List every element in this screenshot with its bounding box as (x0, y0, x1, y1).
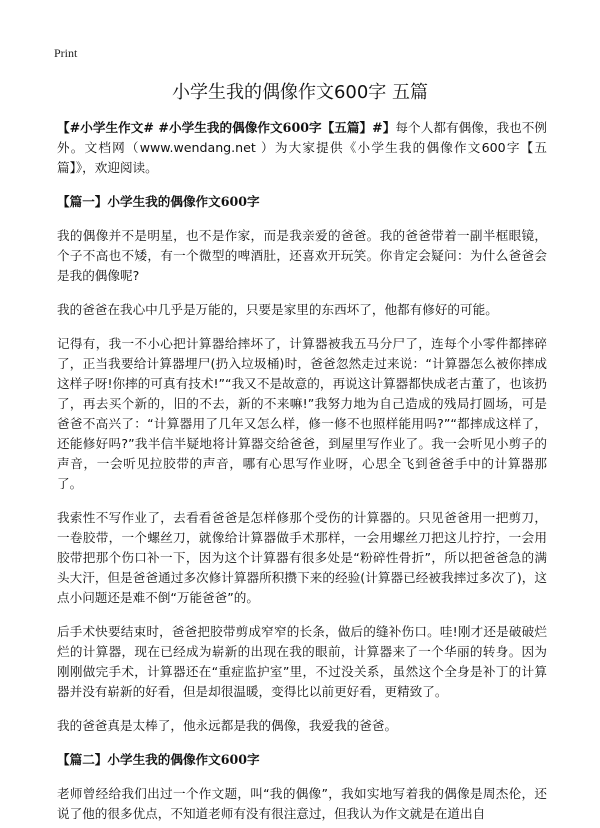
paragraph: 后手术快要结束时，爸爸把胶带剪成窄窄的长条，做后的缝补伤口。哇!刚才还是破破烂烂的计算器，现在已经成为崭新的出现在我的眼前，计算器来了一个华丽的转身。因为刚刚做完手术，计算器还在“重症监护室”里，不过没关系，虽然这个全身是补丁的计算器并没有崭新的好看，但是却很温暖，变得比以前更好看，更精致了。 (57, 624, 547, 699)
intro-lead: 【#小学生作文# #小学生我的偶像作文600字【五篇】#】 (57, 120, 396, 135)
section-heading: 【篇二】小学生我的偶像作文600字 (57, 752, 260, 767)
intro-text: 每个人都有偶像，我也不例外。文档网（www.wendang.net ）为大家提供《小学生我的偶像作文600字【五篇】》，欢迎阅读。 (57, 120, 547, 175)
paragraph: 老师曾经给我们出过一个作文题，叫“我的偶像”，我如实地写着我的偶像是周杰伦，还说了他的很多优点，不知道老师有没有很注意过，但我认为作文就是在道出自 (57, 786, 547, 821)
intro-paragraph (57, 118, 547, 178)
document-body (57, 118, 547, 828)
paragraph: 我的爸爸真是太棒了，他永远都是我的偶像，我爱我的爸爸。 (57, 718, 398, 733)
paragraph: 我的偶像并不是明星，也不是作家，而是我亲爱的爸爸。我的爸爸带着一副半框眼镜，个子不高也不矮，有一个微型的啤酒肚，还喜欢开玩笑。你肯定会疑问：为什么爸爸会是我的偶像呢? (57, 228, 547, 283)
paragraph: 我索性不写作业了，去看看爸爸是怎样修那个受伤的计算器的。只见爸爸用一把剪刀，一卷胶带，一个螺丝刀，就像给计算器做手术那样，一会用螺丝刀把这儿拧拧，一会用胶带把那个伤口补一下，因为这个计算器有很多处是“粉碎性骨折”，所以把爸爸急的满头大汗，但是爸爸通过多次修计算器所积攒下来的经验(计算器已经被我摔过多次了)，这点小问题还是难不倒“万能爸爸”的。 (57, 510, 547, 605)
page-title: 小学生我的偶像作文600字 五篇 (171, 82, 429, 103)
section-heading: 【篇一】小学生我的偶像作文600字 (57, 194, 260, 209)
print-label: Print (54, 46, 78, 60)
paragraph: 我的爸爸在我心中几乎是万能的，只要是家里的东西坏了，他都有修好的可能。 (57, 302, 498, 317)
paragraph: 记得有，我一不小心把计算器给摔坏了，计算器被我五马分尸了，连每个小零件都摔碎了，正当我要给计算器埋尸(扔入垃圾桶)时，爸爸忽然走过来说：“计算器怎么被你摔成这样子呀!你摔的可真有技术!”“我又不是故意的，再说这计算器都快成老古董了，也该扔了，再去买个新的，旧的不去，新的不来嘛!”我努力地为自己造成的残局打圆场，可是爸爸不高兴了：“计算器用了几年又怎么样，修一修不也照样能用吗?”“都摔成这样了，还能修好吗?”我半信半疑地将计算器交给爸爸，到屋里写作业了。我一会听见小剪子的声音，一会听见拉胶带的声音，哪有心思写作业呀，心思全飞到爸爸手中的计算器那了。 (57, 336, 547, 491)
